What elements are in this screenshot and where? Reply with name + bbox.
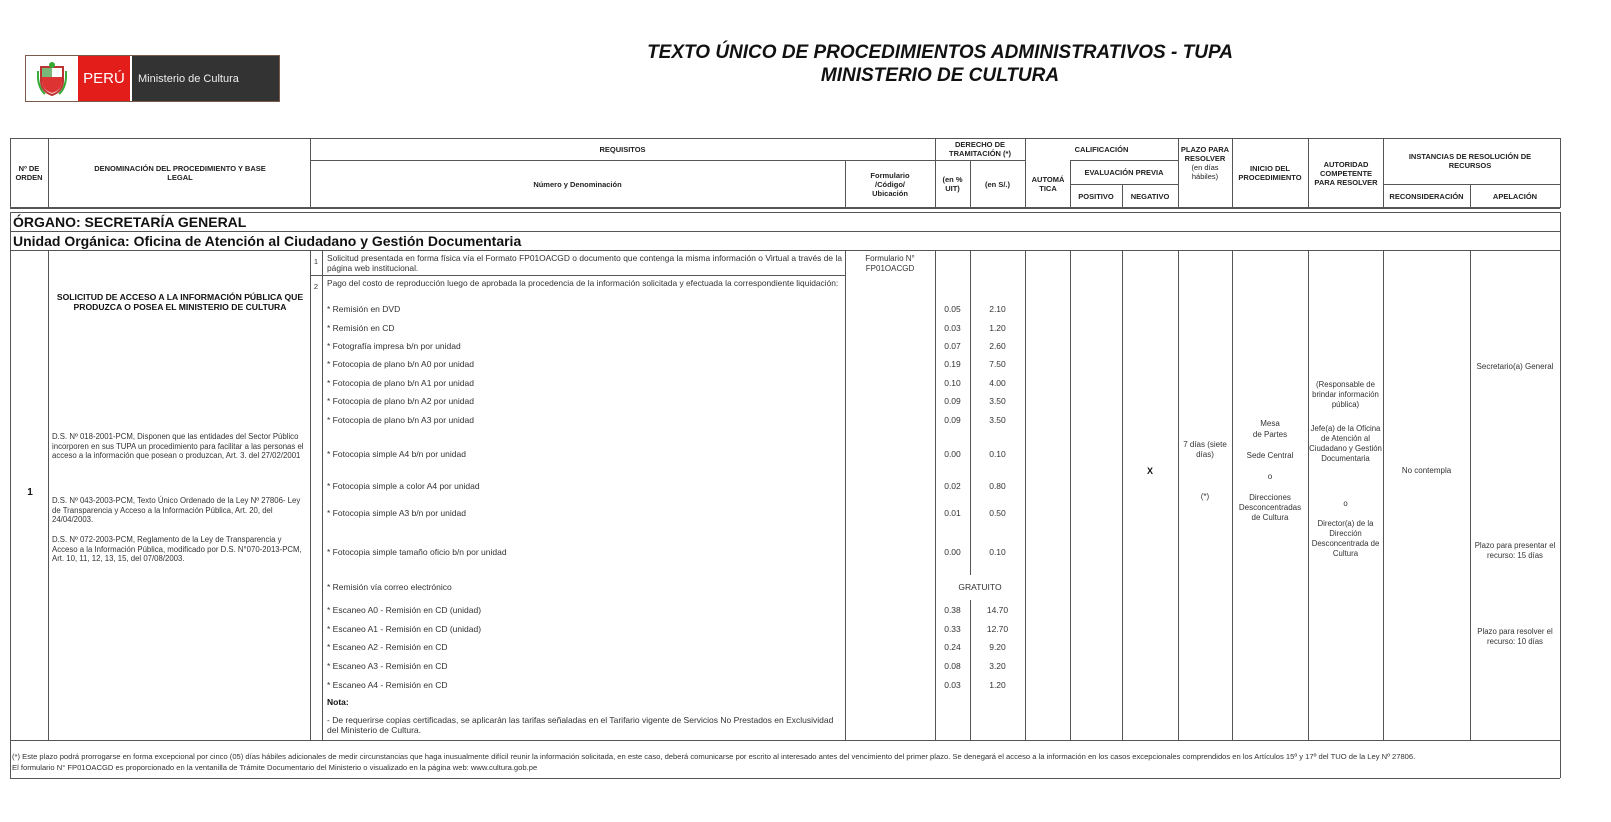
apelacion-plazo-resolver: Plazo para resolver el recurso: 10 días (1477, 627, 1553, 646)
fee-pct-uit: 0.01 (944, 508, 961, 518)
fee-soles: 0.50 (989, 508, 1006, 518)
req-1-number: 1 (313, 257, 319, 266)
header-automatica: AUTOMÁ TICA (1031, 175, 1065, 193)
legal-base-1: D.S. Nº 018-2001-PCM, Disponen que las entidades del Sector Público incorporen en sus TUPA un procedimiento para facilitar a las personas el acceso a la información que posean o produzcan, Art. 3. del 27/02/2001 (52, 432, 304, 461)
fee-item-label: * Fotocopia simple A3 b/n por unidad (327, 508, 466, 518)
plazo-value: 7 días (siete días) (1183, 440, 1227, 459)
fee-soles: 7.50 (989, 359, 1006, 369)
fee-pct-uit: 0.07 (944, 341, 961, 351)
fee-item-label: * Escaneo A1 - Remisión en CD (unidad) (327, 624, 482, 634)
procedure-name: SOLICITUD DE ACCESO A LA INFORMACIÓN PÚBLICA QUE PRODUZCA O POSEA EL MINISTERIO DE CULTURA (56, 292, 304, 312)
fee-free: GRATUITO (958, 582, 1002, 592)
fee-item-label: * Fotocopia simple tamaño oficio b/n por unidad (327, 547, 507, 557)
fee-soles: 0.10 (989, 547, 1006, 557)
header-plazo-sub: (en días hábiles) (1191, 163, 1219, 181)
apelacion-authority: Secretario(a) General (1476, 362, 1554, 371)
autoridad-line-3: o (1343, 499, 1348, 508)
fee-item-label: * Fotografía impresa b/n por unidad (327, 341, 461, 351)
fee-pct-uit: 0.05 (944, 304, 961, 314)
inicio-line-1: Mesa (1260, 419, 1280, 428)
fee-item-label: * Escaneo A4 - Remisión en CD (327, 680, 448, 690)
fee-soles: 9.20 (989, 642, 1006, 652)
autoridad-line-2: Jefe(a) de la Oficina de Atención al Ciudadano y Gestión Documentaria (1309, 424, 1382, 463)
nota-title: Nota: (327, 697, 349, 707)
fee-item-label: * Fotocopia de plano b/n A0 por unidad (327, 359, 474, 369)
autoridad-line-1: (Responsable de brindar información pública) (1312, 380, 1379, 409)
header-derecho: DERECHO DE TRAMITACIÓN (*) (949, 140, 1011, 158)
header-formulario: Formulario /Código/ Ubicación (870, 170, 910, 198)
header-autoridad: AUTORIDAD COMPETENTE PARA RESOLVER (1314, 159, 1378, 187)
fee-pct-uit: 0.00 (944, 547, 961, 557)
fee-soles: 12.70 (986, 624, 1009, 634)
fee-pct-uit: 0.03 (944, 680, 961, 690)
inicio-line-4: o (1267, 472, 1273, 481)
fee-soles: 1.20 (989, 680, 1006, 690)
header-denominacion: DENOMINACIÓN DEL PROCEDIMIENTO Y BASE LEGAL (94, 164, 266, 182)
fee-item-label: * Remisión en DVD (327, 304, 401, 314)
header-requisitos: REQUISITOS (599, 144, 646, 154)
footnote-2: El formulario N° FP01OACGD es proporcionado en la ventanilla de Trámite Documentario del Ministerio o visualizado en la página web: www.cultura.gob.pe (12, 763, 538, 772)
fee-soles: 3.50 (989, 396, 1006, 406)
fee-pct-uit: 0.08 (944, 661, 961, 671)
inicio-line-5: Direcciones Desconcentradas de Cultura (1238, 493, 1302, 522)
fee-soles: 3.20 (989, 661, 1006, 671)
fee-item-label: * Fotocopia de plano b/n A3 por unidad (327, 415, 474, 425)
legal-base-2: D.S. Nº 043-2003-PCM, Texto Único Ordenado de la Ley Nº 27806- Ley de Transparencia y Acceso a la Información Pública, Art. 20, del 24/04/2003. (52, 496, 301, 525)
fee-soles: 4.00 (989, 378, 1006, 388)
fee-pct-uit: 0.24 (944, 642, 961, 652)
organo-band: ÓRGANO: SECRETARÍA GENERAL (13, 213, 247, 230)
fee-soles: 2.10 (989, 304, 1006, 314)
inicio-line-2: de Partes (1252, 430, 1288, 439)
apelacion-plazo-presentar: Plazo para presentar el recurso: 15 días (1474, 541, 1556, 560)
fee-pct-uit: 0.00 (944, 449, 961, 459)
header-inicio: INICIO DEL PROCEDIMIENTO (1238, 164, 1302, 182)
peru-coat-of-arms-icon (26, 56, 78, 101)
reconsideracion-value: No contempla (1401, 466, 1452, 475)
footnote-1: (*) Este plazo podrá prorrogarse en forma excepcional por cinco (05) días hábiles adicionales de medir circunstancias que haga inusualmente difícil reunir la información solicitada, en este caso, deberá comunicarse por escrito al interesado antes del vencimiento del primer plazo. Se denegará el acceso a la información en los casos excepcionales comprendidos en los Artículos 15º y 17º del TUO de la Ley Nº 27806. (12, 752, 1416, 761)
fee-pct-uit: 0.38 (944, 605, 961, 615)
procedure-number: 1 (27, 487, 33, 498)
inicio-line-3: Sede Central (1246, 451, 1294, 460)
header-evaluacion: EVALUACIÓN PREVIA (1084, 167, 1164, 177)
nota-text: - De requerirse copias certificadas, se aplicarán las tarifas señaladas en el Tarifario vigente de Servicios No Prestados en Exclusividad del Ministerio de Cultura. (327, 715, 834, 735)
fee-item-label: * Remisión en CD (327, 323, 395, 333)
fee-pct-uit: 0.09 (944, 396, 961, 406)
logo-country: PERÚ (78, 56, 132, 101)
fee-pct-uit: 0.09 (944, 415, 961, 425)
fee-item-label: * Escaneo A0 - Remisión en CD (unidad) (327, 605, 482, 615)
header-negativo: NEGATIVO (1130, 191, 1170, 201)
fee-item-label: * Fotocopia simple a color A4 por unidad (327, 481, 480, 491)
header-orden: Nº DE ORDEN (15, 164, 43, 182)
fee-item-label: * Escaneo A2 - Remisión en CD (327, 642, 448, 652)
legal-base-3: D.S. Nº 072-2003-PCM, Reglamento de la Ley de Transparencia y Acceso a la Información Pública, modificado por D.S. N°070-2013-PCM, Art. 10, 11, 12, 13, 15, del 07/08/2003. (52, 535, 302, 564)
document-subtitle: MINISTERIO DE CULTURA (820, 65, 1060, 86)
req-2-text: Pago del costo de reproducción luego de aprobada la procedencia de la información solicitada y efectuada la correspondiente liquidación: (327, 278, 839, 288)
fee-item-label: * Fotocopia de plano b/n A2 por unidad (327, 396, 474, 406)
header-soles: (en S/.) (984, 179, 1010, 189)
header-calificacion: CALIFICACIÓN (1074, 144, 1129, 154)
unidad-band: Unidad Orgánica: Oficina de Atención al Ciudadano y Gestión Documentaria (13, 232, 522, 249)
fee-pct-uit: 0.10 (944, 378, 961, 388)
header-positivo: POSITIVO (1078, 191, 1114, 201)
header-reconsideracion: RECONSIDERACIÓN (1389, 191, 1464, 201)
header-apelacion: APELACIÓN (1492, 191, 1538, 201)
ministry-logo (25, 55, 280, 102)
autoridad-line-4: Director(a) de la Dirección Desconcentrada de Cultura (1311, 519, 1380, 558)
header-pct-uit: (en % UIT) (942, 175, 963, 193)
fee-item-label: * Fotocopia simple A4 b/n por unidad (327, 449, 466, 459)
fee-pct-uit: 0.33 (944, 624, 961, 634)
fee-item-label: * Escaneo A3 - Remisión en CD (327, 661, 448, 671)
negativo-mark: X (1146, 466, 1153, 476)
header-plazo-title: PLAZO PARA RESOLVER (1180, 145, 1230, 163)
fee-pct-uit: 0.03 (944, 323, 961, 333)
fee-pct-uit: 0.19 (944, 359, 961, 369)
fee-soles: 3.50 (989, 415, 1006, 425)
req-2-number: 2 (313, 282, 319, 291)
req-1-text: Solicitud presentada en forma física vía el Formato FP01OACGD o documento que contenga la misma información o Virtual a través de la página web institucional. (327, 253, 842, 273)
header-plazo (1180, 145, 1230, 181)
header-instancias: INSTANCIAS DE RESOLUCIÓN DE RECURSOS (1408, 152, 1532, 170)
fee-soles: 1.20 (989, 323, 1006, 333)
fee-soles: 0.80 (989, 481, 1006, 491)
fee-soles: 2.60 (989, 341, 1006, 351)
logo-ministry: Ministerio de Cultura (132, 56, 279, 101)
fee-soles: 14.70 (986, 605, 1009, 615)
fee-soles: 0.10 (989, 449, 1006, 459)
header-numero: Número y Denominación (533, 179, 622, 189)
fee-item-label: * Fotocopia de plano b/n A1 por unidad (327, 378, 474, 388)
fee-pct-uit: 0.02 (944, 481, 961, 491)
formulario-code: Formulario N° FP01OACGD (865, 254, 915, 273)
document-title: TEXTO ÚNICO DE PROCEDIMIENTOS ADMINISTRATIVOS - TUPA (647, 42, 1233, 63)
plazo-note: (*) (1200, 492, 1210, 501)
fee-item-label: * Remisión vía correo electrónico (327, 582, 452, 592)
